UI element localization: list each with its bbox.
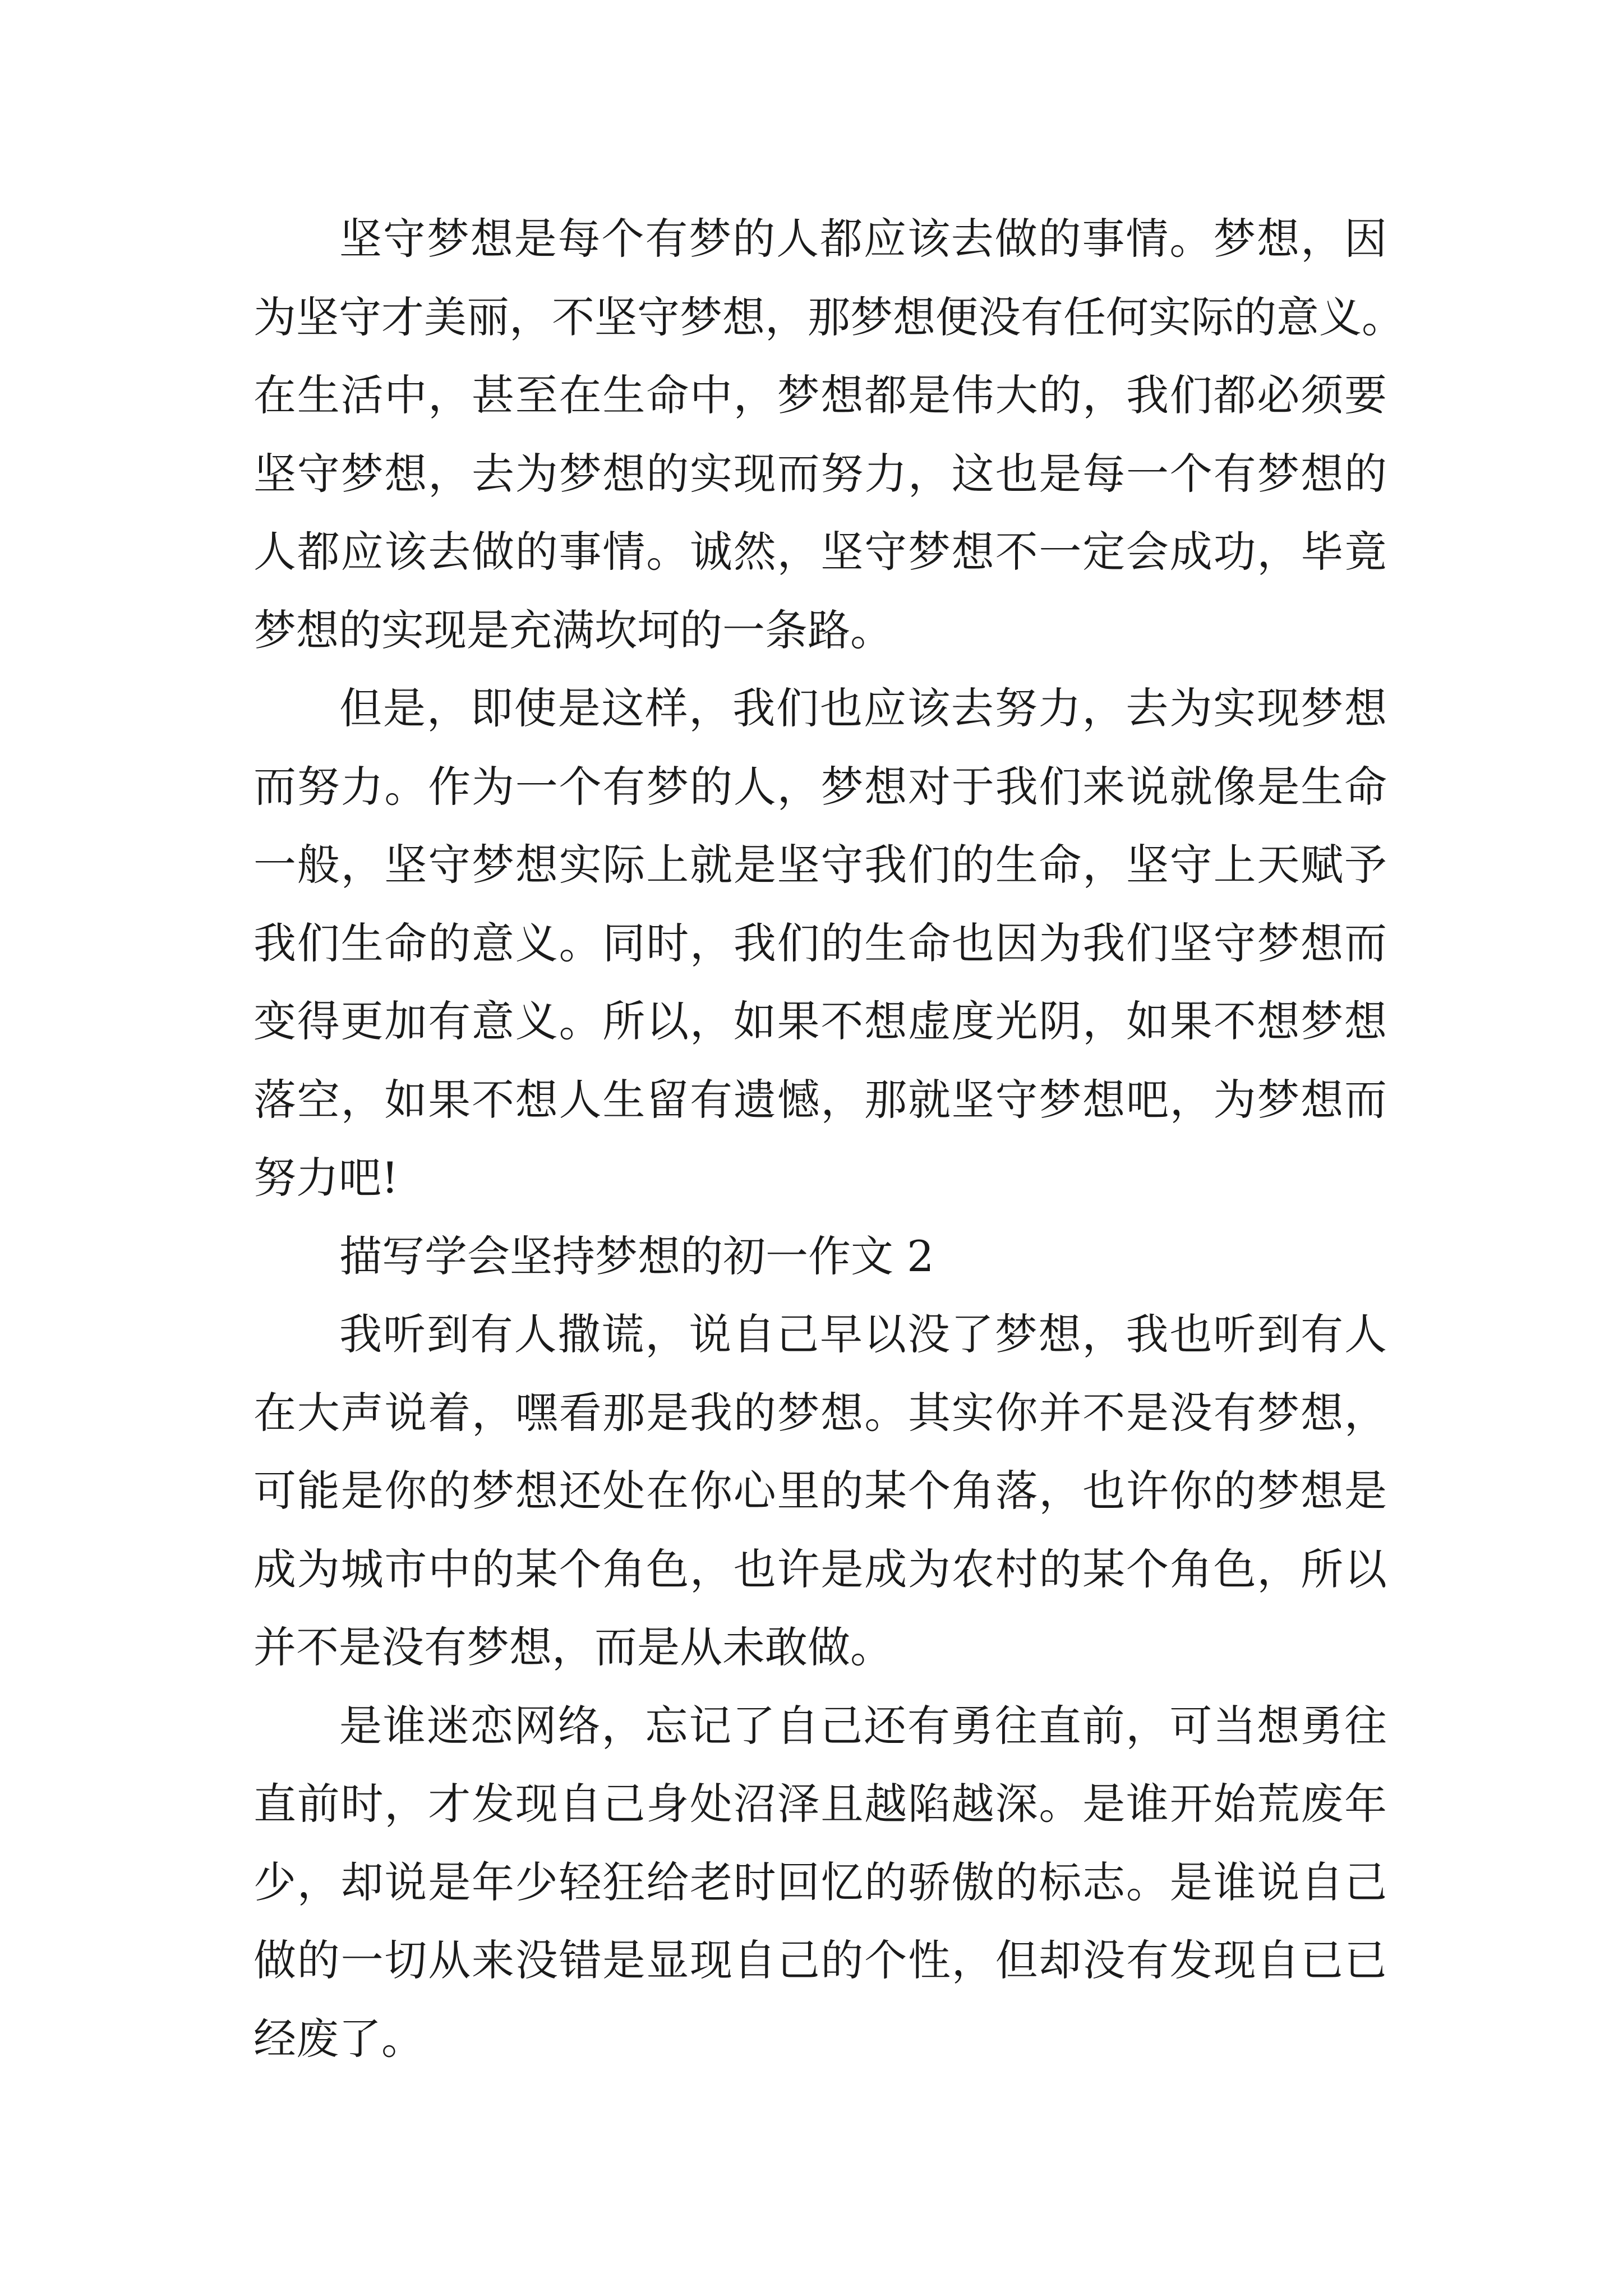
paragraph-line: 在大声说着，嘿看那是我的梦想。其实你并不是没有梦想， (253, 1387, 1387, 1438)
heading-line: 描写学会坚持梦想的初一作文 2 (339, 1231, 934, 1281)
paragraph-4 (253, 1687, 1387, 2078)
paragraph-line: 我们生命的意义。同时，我们的生命也因为我们坚守梦想而 (253, 918, 1387, 968)
paragraph-line: 努力吧! (253, 1153, 399, 1203)
paragraph-line: 而努力。作为一个有梦的人，梦想对于我们来说就像是生命 (253, 761, 1387, 812)
paragraph-line: 但是，即使是这样，我们也应该去努力，去为实现梦想 (339, 683, 1387, 733)
paragraph-line: 是谁迷恋网络，忘记了自己还有勇往直前，可当想勇往 (339, 1700, 1387, 1751)
paragraph-line: 坚守梦想，去为梦想的实现而努力，这也是每一个有梦想的 (253, 448, 1387, 499)
paragraph-line: 落空，如果不想人生留有遗憾，那就坚守梦想吧，为梦想而 (253, 1074, 1387, 1125)
paragraph-line: 做的一切从来没错是显现自己的个性，但却没有发现自已已 (253, 1935, 1387, 1985)
paragraph-line: 少，却说是年少轻狂给老时回忆的骄傲的标志。是谁说自己 (253, 1857, 1387, 1907)
paragraph-line: 并不是没有梦想，而是从未敢做。 (253, 1622, 893, 1672)
paragraph-line: 坚守梦想是每个有梦的人都应该去做的事情。梦想，因 (339, 214, 1387, 264)
paragraph-line: 在生活中，甚至在生命中，梦想都是伟大的，我们都必须要 (253, 370, 1387, 420)
paragraph-line: 经废了。 (253, 2013, 424, 2064)
paragraph-3 (253, 1295, 1387, 1687)
paragraph-line: 变得更加有意义。所以，如果不想虚度光阴，如果不想梦想 (253, 996, 1387, 1046)
paragraph-2 (253, 669, 1387, 1217)
paragraph-1 (253, 200, 1404, 669)
paragraph-line: 可能是你的梦想还处在你心里的某个角落，也许你的梦想是 (253, 1466, 1387, 1516)
paragraph-line: 为坚守才美丽，不坚守梦想，那梦想便没有任何实际的意义。 (253, 292, 1404, 342)
paragraph-line: 成为城市中的某个角色，也许是成为农村的某个角色，所以 (253, 1544, 1387, 1594)
paragraph-line: 一般，坚守梦想实际上就是坚守我们的生命，坚守上天赋予 (253, 840, 1387, 890)
paragraph-line: 直前时，才发现自己身处沼泽且越陷越深。是谁开始荒废年 (253, 1779, 1387, 1829)
paragraph-line: 梦想的实现是充满坎坷的一条路。 (253, 605, 893, 655)
document-body (253, 200, 1404, 2078)
paragraph-line: 人都应该去做的事情。诚然，坚守梦想不一定会成功，毕竟 (253, 527, 1387, 577)
section-heading (253, 1217, 1387, 1296)
paragraph-line: 我听到有人撒谎，说自己早以没了梦想，我也听到有人 (339, 1309, 1387, 1359)
